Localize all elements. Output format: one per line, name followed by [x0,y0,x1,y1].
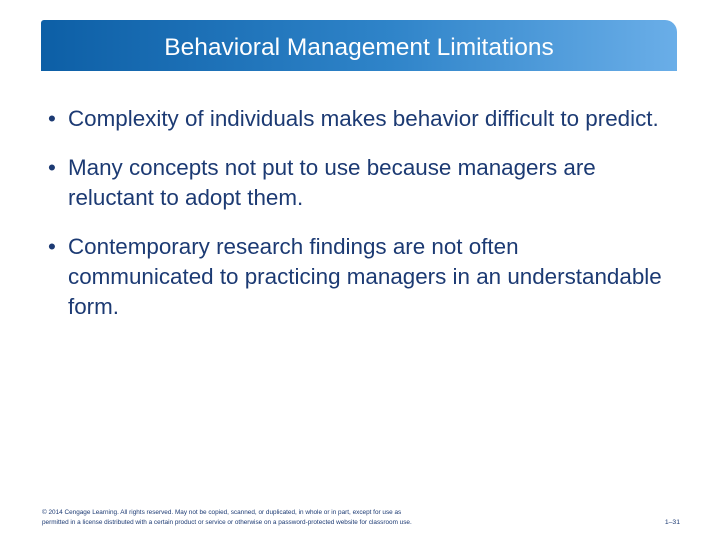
bullet-text: Complexity of individuals makes behavior difficult to predict. [68,106,659,131]
bullet-item [46,232,666,322]
bullet-text: Many concepts not put to use because managers are reluctant to adopt them. [68,155,596,210]
copyright-line-1: © 2014 Cengage Learning. All rights reserved. May not be copied, scanned, or duplicated, in whole or in part, except for use as [42,509,402,516]
bullet-dot-icon: • [48,106,56,131]
page-number: 1–31 [664,519,680,526]
bullet-text: Contemporary research findings are not often communicated to practicing managers in an understandable form. [68,234,662,319]
slide-title-bar [41,20,677,71]
bullet-item [46,104,666,134]
copyright-notice [42,508,562,527]
bullet-item [46,153,666,213]
copyright-line-2: permitted in a license distributed with a certain product or service or otherwise on a password-protected website for classroom use. [42,518,412,526]
bullet-dot-icon: • [48,234,56,259]
bullet-dot-icon: • [48,155,56,180]
bullet-list [46,104,666,341]
slide-title: Behavioral Management Limitations [164,34,554,61]
